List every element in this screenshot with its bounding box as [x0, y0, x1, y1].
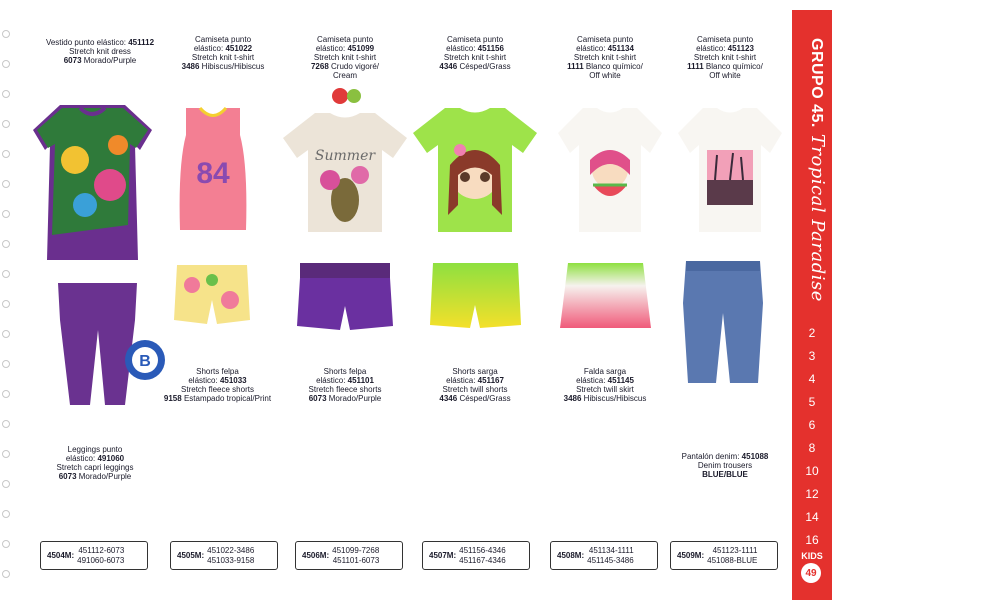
- size-item: 14: [805, 510, 819, 524]
- group-title: GRUPO 45.Tropical Paradise: [807, 38, 828, 302]
- group-band: [792, 10, 832, 600]
- size-list: [792, 322, 832, 552]
- tshirt-caption-451123: Camiseta punto elástico: 451123 Stretch knit t-shirt 1111 Blanco químico/ Off white: [687, 35, 763, 80]
- tshirt-caption-451022: Camiseta punto elástico: 451022 Stretch knit t-shirt 3486 Hibiscus/Hibiscus: [181, 35, 265, 71]
- size-item: 8: [808, 441, 816, 455]
- size-item: 6: [808, 418, 816, 432]
- tshirt-451134-image: [555, 105, 665, 235]
- denim-451088-image: [678, 258, 768, 388]
- dress-caption: Vestido punto elástico: 451112 Stretch knit dress 6073 Morado/Purple: [45, 38, 155, 65]
- ref-box-4507M: 4507M: 451156-4346 451167-4346: [422, 541, 530, 570]
- shorts-451033-image: [172, 260, 252, 330]
- size-item: 4: [808, 372, 816, 386]
- svg-text:B: B: [139, 353, 151, 370]
- skirt-caption-451145: Falda sarga elástica: 451145 Stretch twill skirt 3486 Hibiscus/Hibiscus: [563, 367, 647, 403]
- size-item: 3: [808, 349, 816, 363]
- svg-text:Summer: Summer: [314, 148, 376, 164]
- tshirt-451022-image: [168, 105, 258, 235]
- ref-box-4506M: 4506M: 451099-7268 451101-6073: [295, 541, 403, 570]
- kids-label: KIDS: [801, 551, 823, 561]
- denim-caption-451088: Pantalón denim: 451088 Denim trousers BLUE/BLUE: [681, 452, 769, 479]
- shorts-caption-451101: Shorts felpa elástico: 451101 Stretch fleece shorts 6073 Morado/Purple: [308, 367, 382, 403]
- dress-image: [30, 100, 155, 265]
- fruit-icon: [326, 86, 366, 106]
- tshirt-451156-image: [410, 105, 540, 235]
- tshirt-caption-451099: Camiseta punto elástico: 451099 Stretch knit t-shirt 7268 Crudo vigoré/ Cream: [310, 35, 380, 80]
- ref-box-4504M: 4504M: 451112-6073 491060-6073: [40, 541, 148, 570]
- size-item: 5: [808, 395, 816, 409]
- skirt-451145-image: [558, 260, 653, 332]
- size-item: 12: [805, 487, 819, 501]
- shorts-caption-451033: Shorts felpa elástico: 451033 Stretch fleece shorts 9158 Estampado tropical/Print: [163, 367, 272, 403]
- size-item: 10: [805, 464, 819, 478]
- ref-box-4505M: 4505M: 451022-3486 451033-9158: [170, 541, 278, 570]
- leggings-caption-491060: Leggings punto elástico: 491060 Stretch capri leggings 6073 Morado/Purple: [56, 445, 134, 481]
- tshirt-451099-image: [280, 110, 410, 235]
- shorts-451167-image: [428, 260, 523, 332]
- shorts-caption-451167: Shorts sarga elástica: 451167 Stretch twill shorts 4346 Césped/Grass: [439, 367, 511, 403]
- tshirt-caption-451134: Camiseta punto elástico: 451134 Stretch knit t-shirt 1111 Blanco químico/ Off white: [567, 35, 643, 80]
- size-item: 16: [805, 533, 819, 547]
- shorts-451101-image: [295, 258, 395, 333]
- size-item: 2: [808, 326, 816, 340]
- ref-box-4508M: 4508M: 451134-1111 451145-3486: [550, 541, 658, 570]
- tshirt-451123-image: [675, 105, 785, 235]
- page-number: 49: [801, 563, 821, 583]
- tshirt-caption-451156: Camiseta punto elástico: 451156 Stretch knit t-shirt 4346 Césped/Grass: [439, 35, 511, 71]
- binding-holes: [0, 0, 10, 607]
- svg-text:84: 84: [196, 157, 230, 190]
- ref-box-4509M: 4509M: 451123-1111 451088-BLUE: [670, 541, 778, 570]
